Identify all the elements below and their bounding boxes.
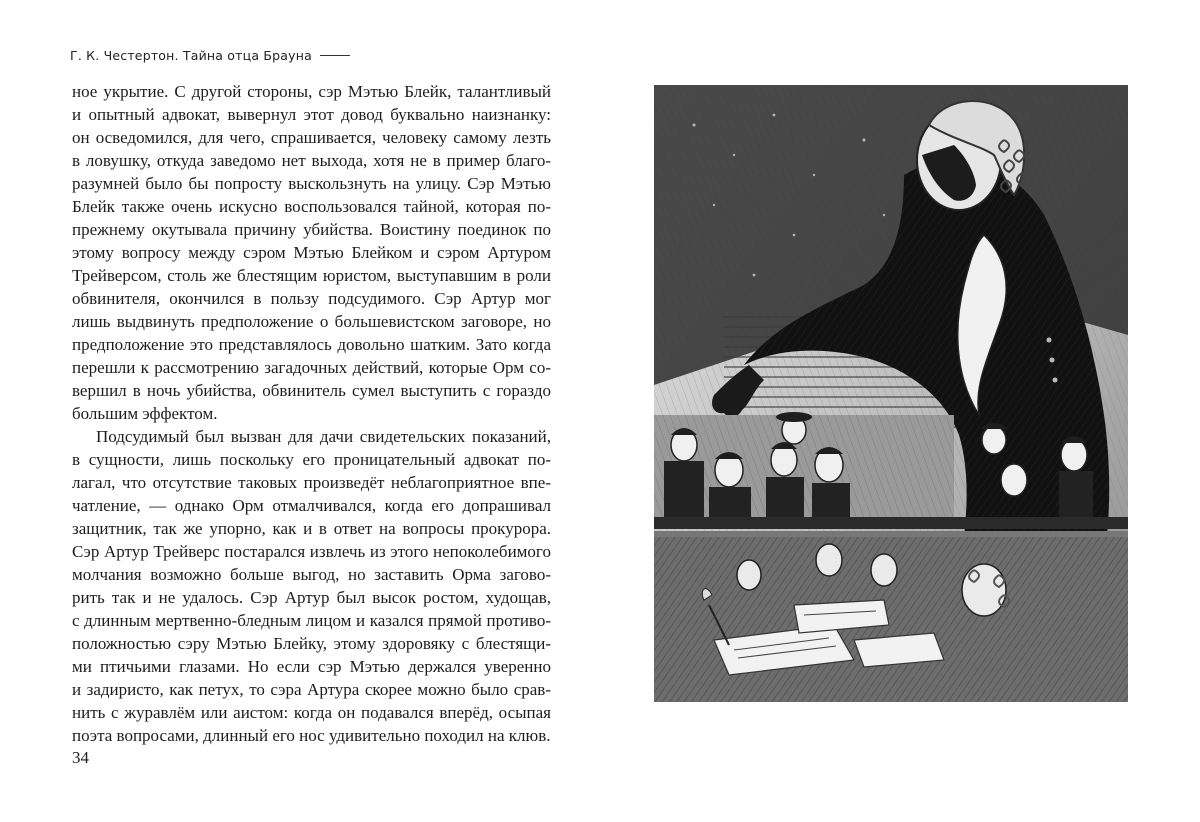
running-head [70, 46, 350, 64]
text-line: положностью сэру Мэтью Блейку, этому здоровяку с блестящи- [72, 634, 551, 653]
text-line: рить так и не удалось. Сэр Артур был высок ростом, худощав, [72, 588, 551, 607]
text-line: Подсудимый был вызван для дачи свидетельских показаний, [96, 427, 551, 446]
page-number: 34 [72, 748, 89, 767]
text-line: защитник, так же упорно, как и в ответ на вопросы прокурора. [72, 519, 551, 538]
text-line: лагал, что отсутствие таковых произведёт неблагоприятное впе- [72, 473, 551, 492]
text-line: и задиристо, как петух, то сэра Артура скорее можно было срав- [72, 680, 551, 699]
running-head-text: Г. К. Честертон. Тайна отца Брауна [70, 47, 312, 63]
text-line: с длинным мертвенно-бледным лицом и казался прямой противо- [72, 611, 551, 630]
text-line: чатление, — однако Орм отмалчивался, когда его допрашивал [72, 496, 551, 515]
running-head-rule [320, 55, 350, 56]
text-line: разумней было бы попросту выскользнуть на улицу. Сэр Мэтью [72, 174, 551, 193]
text-line: и опытный адвокат, вывернул этот довод буквально наизнанку: [72, 105, 551, 124]
text-line: этому вопросу между сэром Мэтью Блейком и сэром Артуром [72, 243, 551, 262]
text-line: обвинителя, окончился в пользу подсудимого. Сэр Артур мог [72, 289, 551, 308]
text-line: он осведомился, для чего, спрашивается, человеку самому лезть [72, 128, 551, 147]
text-line: большим эффектом. [72, 404, 218, 423]
text-line: поэта вопросами, длинный его нос удивительно походил на клюв. [72, 726, 551, 745]
text-line: предположение это представлялось довольно шатким. Зато когда [72, 335, 551, 354]
text-line: прежнему окутывала причину убийства. Воистину поединок по [72, 220, 551, 239]
courtroom-illustration-svg [654, 85, 1128, 702]
text-line: лишь выдвинуть предположение о большевистском заговоре, но [72, 312, 551, 331]
text-line: ми птичьими глазами. Но если сэр Мэтью держался уверенно [72, 657, 551, 676]
text-line: нить с журавлём или аистом: когда он подавался вперёд, осыпая [72, 703, 551, 722]
text-line: в ловушку, откуда заведомо нет выхода, хотя не в пример благо- [72, 151, 551, 170]
text-line: Сэр Артур Трейверс постарался извлечь из этого непоколебимого [72, 542, 551, 561]
text-line: Блейк также очень искусно воспользовался тайной, которая по- [72, 197, 551, 216]
text-line: Трейверсом, столь же блестящим юристом, выступавшим в роли [72, 266, 551, 285]
text-line: ное укрытие. С другой стороны, сэр Мэтью Блейк, талантливый [72, 82, 551, 101]
courtroom-illustration-icon [654, 85, 1128, 702]
body-text [72, 80, 551, 747]
text-line: вершил в ночь убийства, обвинитель сумел выступить с гораздо [72, 381, 551, 400]
counsel-table [654, 537, 1128, 702]
text-line: молчания возможно больше выгод, но заставить Орма загово- [72, 565, 551, 584]
text-line: перешли к рассмотрению загадочных действий, которые Орм со- [72, 358, 551, 377]
text-line: в сущности, лишь поскольку его проницательный адвокат по- [72, 450, 551, 469]
